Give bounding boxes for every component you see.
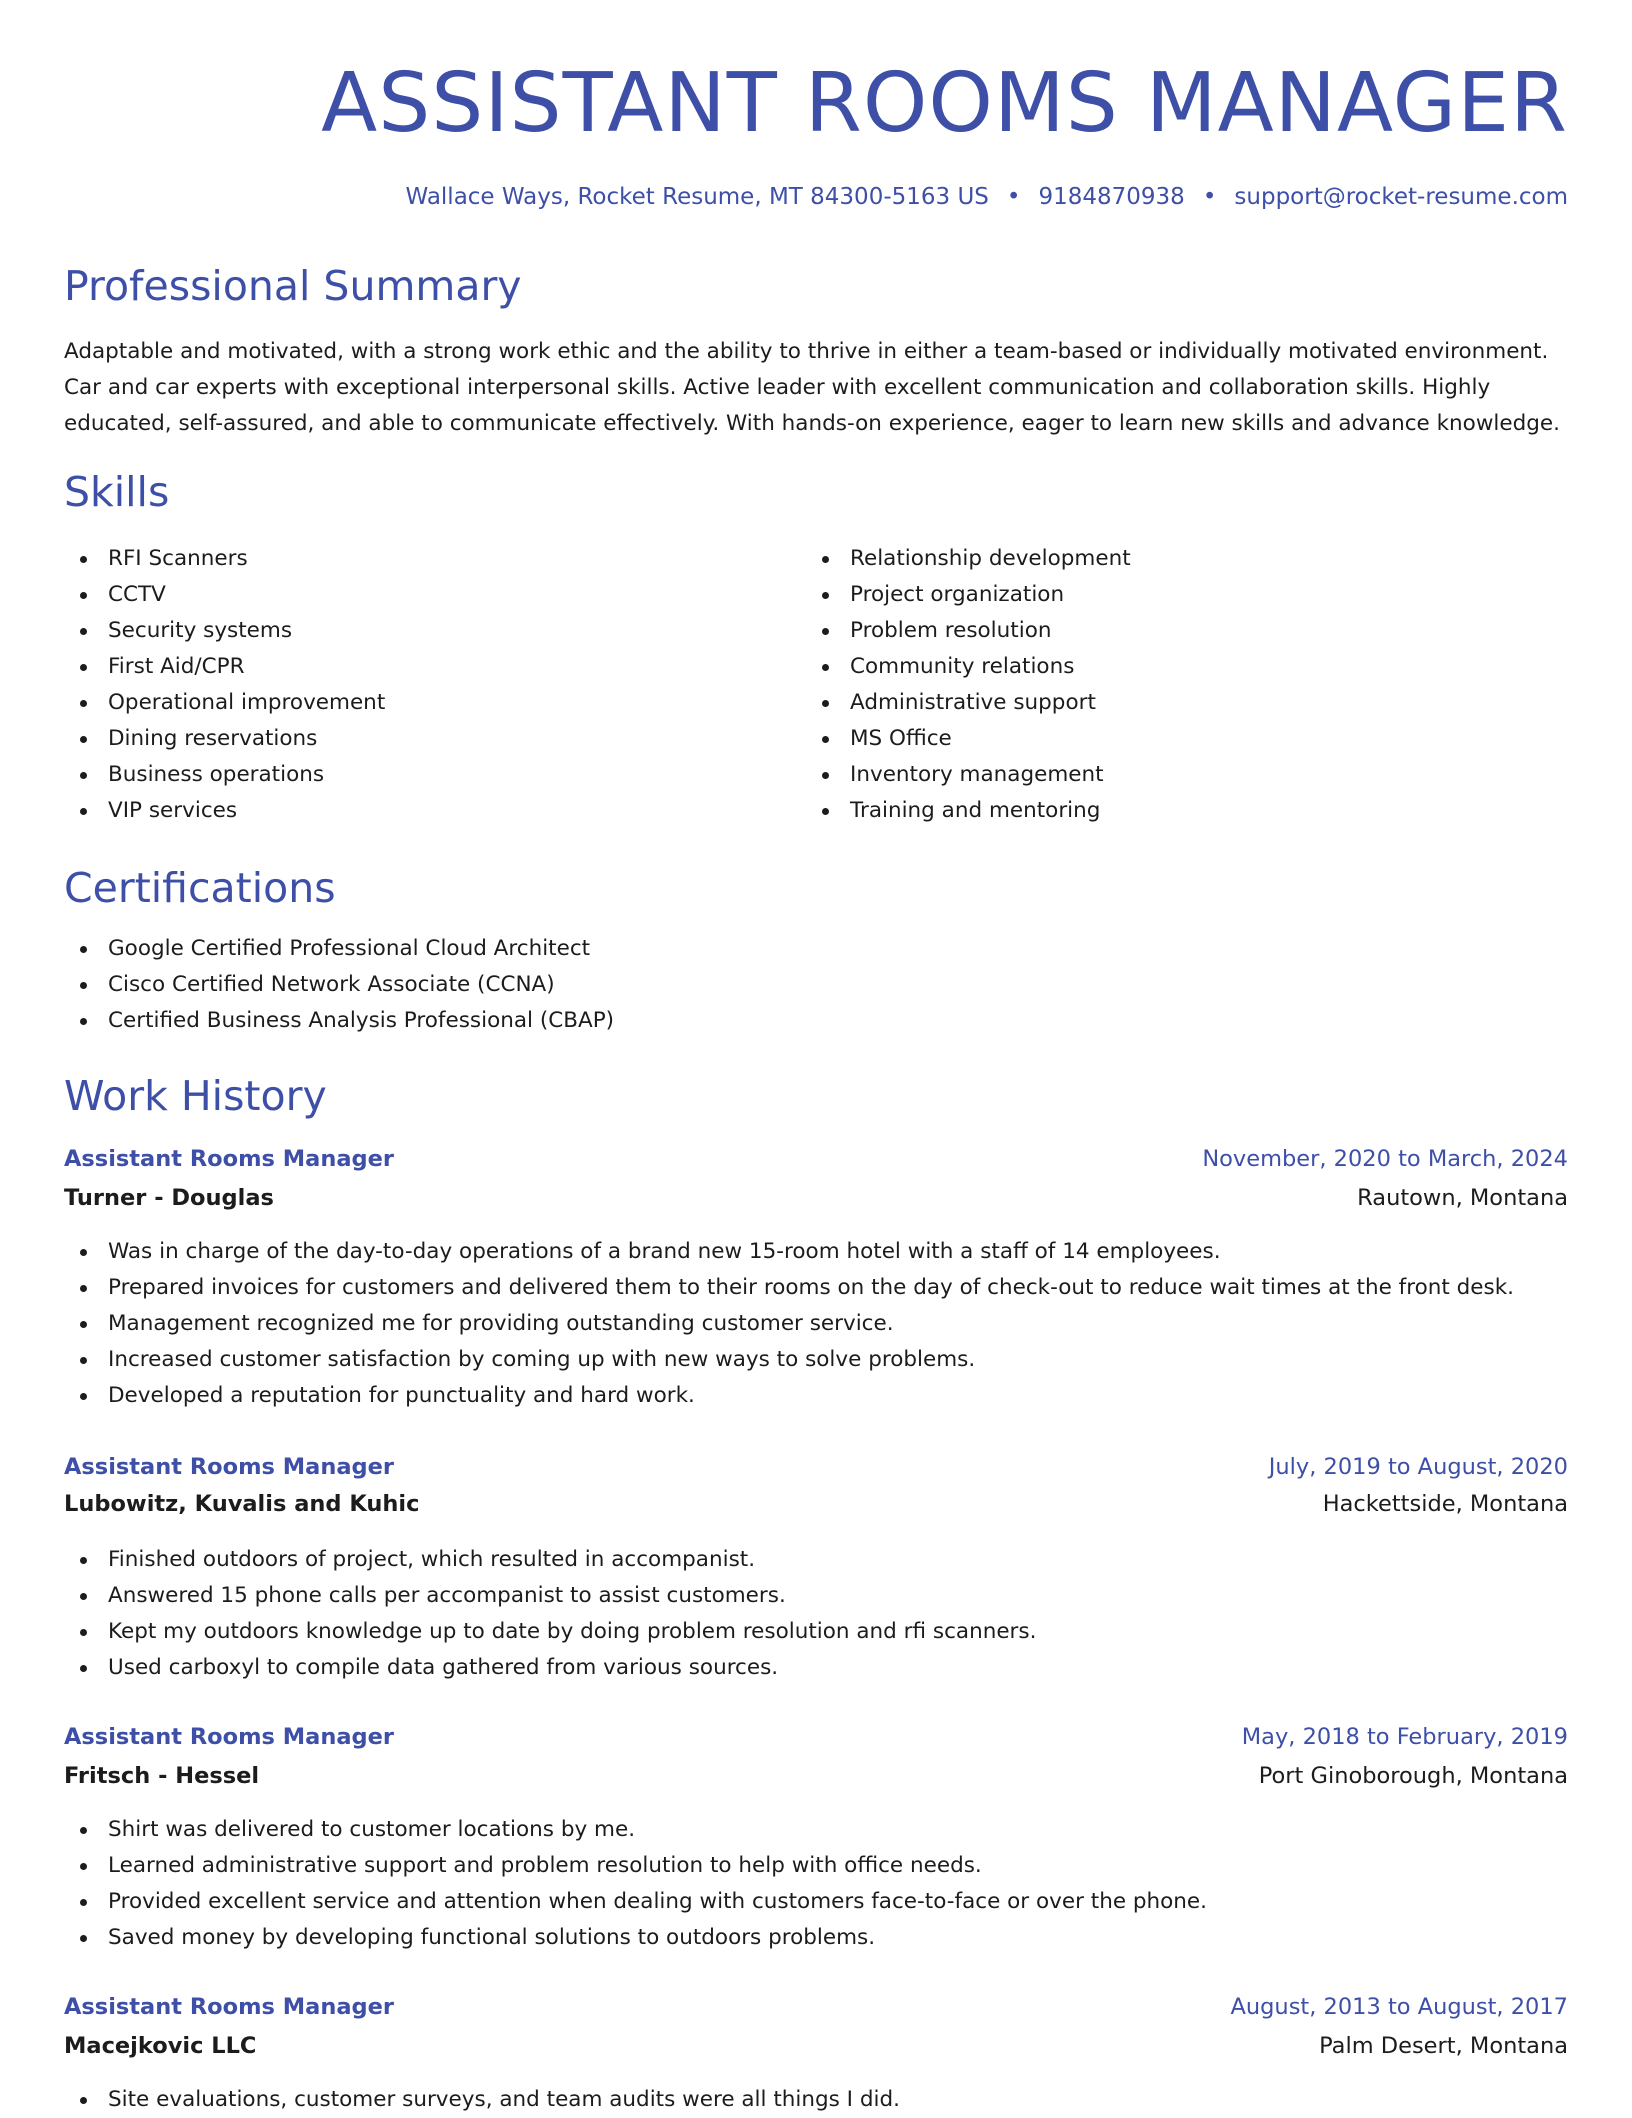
skill-item: Project organization (806, 577, 1506, 613)
job-bullets (64, 1812, 1568, 1956)
skill-item: Administrative support (806, 685, 1506, 721)
job-dates: July, 2019 to August, 2020 (1268, 1454, 1568, 1480)
skill-item: MS Office (806, 721, 1506, 757)
job-company: Fritsch - Hessel (64, 1763, 260, 1789)
job-bullets (64, 1234, 1568, 1414)
skill-item: First Aid/CPR (64, 649, 764, 685)
job-bullets (64, 2082, 1568, 2118)
job-bullet: Was in charge of the day-to-day operations of a brand new 15-room hotel with a staff of 14 employees. (64, 1234, 1568, 1270)
skill-item: Relationship development (806, 541, 1506, 577)
job-bullet: Prepared invoices for customers and delivered them to their rooms on the day of check-out to reduce wait times at the front desk. (64, 1270, 1568, 1306)
skill-item: RFI Scanners (64, 541, 764, 577)
job-title: Assistant Rooms Manager (64, 1994, 394, 2020)
job-location: Palm Desert, Montana (1319, 2033, 1568, 2059)
certification-item: Cisco Certified Network Associate (CCNA) (64, 967, 1568, 1003)
job-bullet: Learned administrative support and problem resolution to help with office needs. (64, 1848, 1568, 1884)
contact-separator: • (1006, 184, 1021, 210)
job-title: Assistant Rooms Manager (64, 1146, 394, 1172)
job-dates: November, 2020 to March, 2024 (1202, 1146, 1568, 1172)
skill-item: CCTV (64, 577, 764, 613)
job-bullet: Finished outdoors of project, which resulted in accompanist. (64, 1542, 1568, 1578)
job-location: Hackettside, Montana (1322, 1491, 1568, 1517)
skill-item: Operational improvement (64, 685, 764, 721)
skills-list-left (64, 541, 764, 829)
job-bullet: Kept my outdoors knowledge up to date by doing problem resolution and rfi scanners. (64, 1614, 1568, 1650)
job-bullets (64, 1542, 1568, 1686)
contact-phone: 9184870938 (1038, 184, 1185, 210)
work-history-heading: Work History (64, 1072, 327, 1120)
job-company: Turner - Douglas (64, 1185, 274, 1211)
job-bullet: Shirt was delivered to customer locations by me. (64, 1812, 1568, 1848)
contact-line (406, 180, 1568, 214)
skill-item: Problem resolution (806, 613, 1506, 649)
contact-email[interactable]: support@rocket-resume.com (1234, 184, 1568, 210)
skill-item: Dining reservations (64, 721, 764, 757)
summary-heading: Professional Summary (64, 262, 522, 310)
job-company: Macejkovic LLC (64, 2033, 257, 2059)
job-dates: August, 2013 to August, 2017 (1230, 1994, 1568, 2020)
summary-text: Adaptable and motivated, with a strong work ethic and the ability to thrive in either a team-based or individually motivated environment. Car and car experts with exceptional interpersonal skills. Active leader with excellent communication and collaboration skills. Highly educated, self-assured, and able to communicate effectively. With hands-on experience, eager to learn new skills and advance knowledge. (64, 339, 1560, 436)
skill-item: VIP services (64, 793, 764, 829)
certification-item: Certified Business Analysis Professional (CBAP) (64, 1003, 1568, 1039)
skill-item: Security systems (64, 613, 764, 649)
job-dates: May, 2018 to February, 2019 (1241, 1724, 1568, 1750)
certification-item: Google Certified Professional Cloud Architect (64, 931, 1568, 967)
certifications-heading: Certifications (64, 864, 336, 912)
candidate-name: ASSISTANT ROOMS MANAGER (321, 56, 1568, 151)
skill-item: Community relations (806, 649, 1506, 685)
job-bullet: Developed a reputation for punctuality and hard work. (64, 1378, 1568, 1414)
job-bullet: Increased customer satisfaction by coming up with new ways to solve problems. (64, 1342, 1568, 1378)
job-company: Lubowitz, Kuvalis and Kuhic (64, 1491, 420, 1517)
job-bullet: Provided excellent service and attention when dealing with customers face-to-face or over the phone. (64, 1884, 1568, 1920)
job-bullet: Answered 15 phone calls per accompanist to assist customers. (64, 1578, 1568, 1614)
job-location: Rautown, Montana (1357, 1185, 1568, 1211)
skill-item: Inventory management (806, 757, 1506, 793)
contact-address: Wallace Ways, Rocket Resume, MT 84300-5163 US (405, 184, 989, 210)
job-bullet: Used carboxyl to compile data gathered from various sources. (64, 1650, 1568, 1686)
contact-separator: • (1202, 184, 1217, 210)
job-title: Assistant Rooms Manager (64, 1724, 394, 1750)
job-title: Assistant Rooms Manager (64, 1454, 394, 1480)
skill-item: Business operations (64, 757, 764, 793)
job-bullet: Saved money by developing functional solutions to outdoors problems. (64, 1920, 1568, 1956)
skills-list-right (806, 541, 1506, 829)
skill-item: Training and mentoring (806, 793, 1506, 829)
job-bullet: Management recognized me for providing outstanding customer service. (64, 1306, 1568, 1342)
job-bullet: Site evaluations, customer surveys, and team audits were all things I did. (64, 2082, 1568, 2118)
job-location: Port Ginoborough, Montana (1258, 1763, 1568, 1789)
certifications-list (64, 931, 1568, 1039)
skills-heading: Skills (64, 468, 170, 516)
